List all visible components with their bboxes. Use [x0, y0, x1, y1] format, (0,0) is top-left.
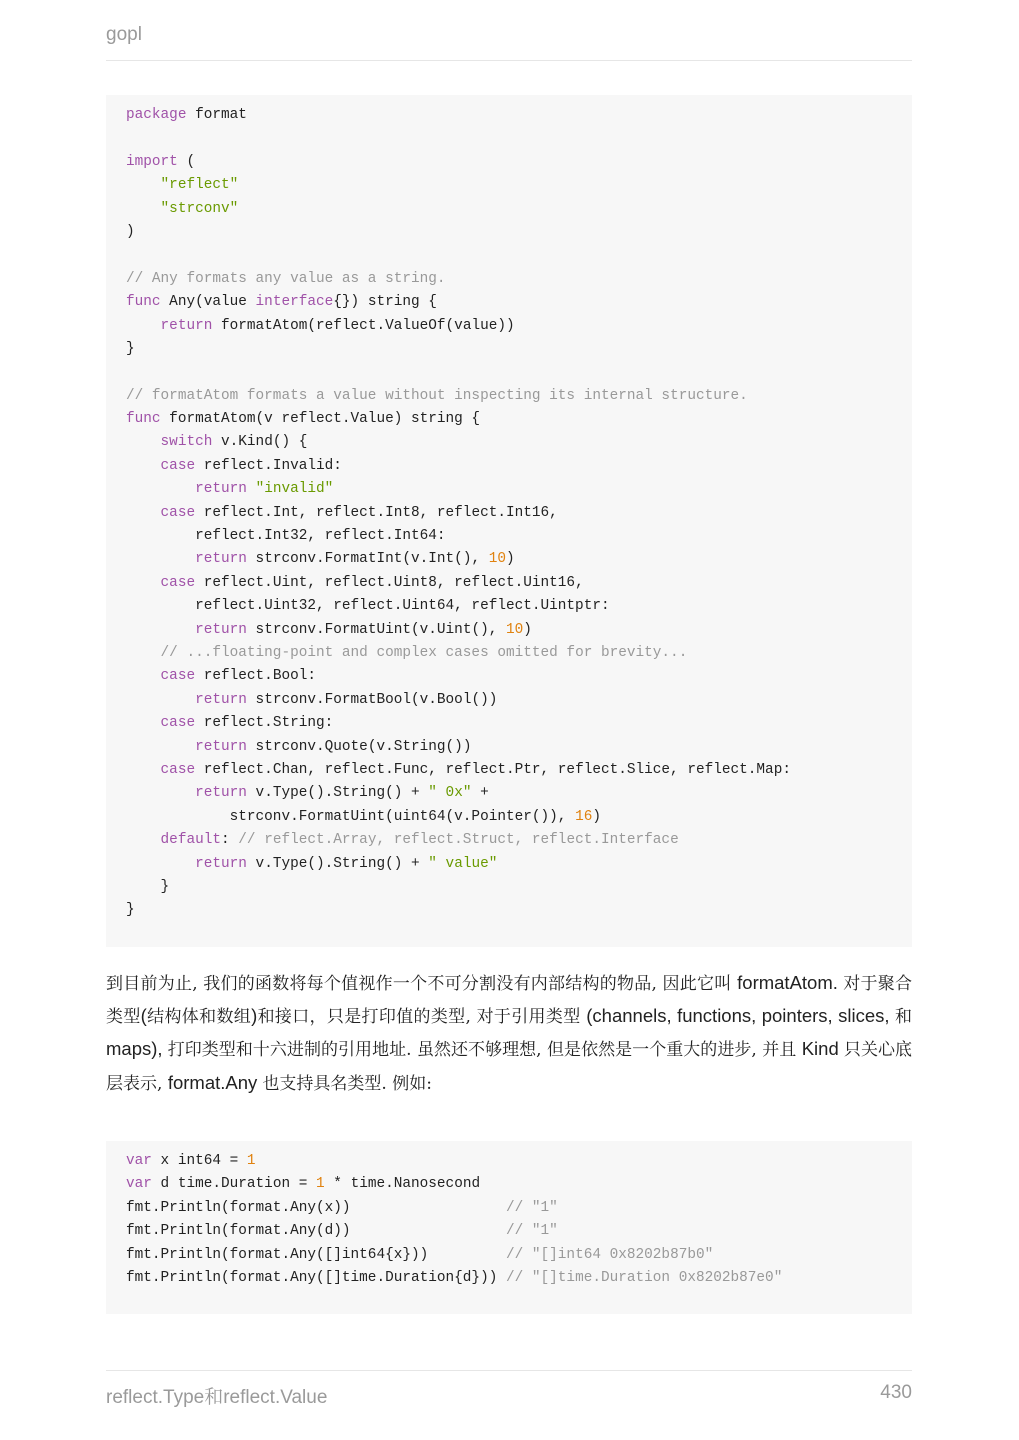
code-line: [126, 712, 892, 735]
code-line: [126, 619, 892, 642]
code-line: [126, 315, 892, 338]
code-token: return: [195, 551, 247, 568]
code-token: [126, 177, 161, 193]
paragraph-run: 到目前为止, 我们的函数将每个值视作一个不可分割没有内部结构的物品, 因此它叫: [106, 974, 738, 994]
code-token: reflect.Int32, reflect.Int64:: [126, 528, 446, 545]
code-token: 10: [488, 551, 507, 568]
code-token: [126, 739, 195, 755]
code-line: [126, 595, 892, 618]
code-token: // "[]time.Duration 0x8202b87e0": [505, 1269, 783, 1286]
code-token: [126, 481, 195, 497]
code-token: {}) string {: [333, 294, 437, 311]
paragraph-run: 和: [895, 1007, 913, 1028]
code-token: // "1": [505, 1199, 558, 1216]
code-line: [126, 1267, 892, 1290]
code-token: :: [221, 832, 239, 849]
code-token: strconv.FormatUint(uint64(v.Pointer()),: [126, 808, 576, 825]
code-token: [126, 785, 195, 801]
code-token: fmt.Println(format.Any([]time.Duration{d})): [126, 1269, 506, 1286]
code-line: [126, 782, 892, 805]
code-token: "invalid": [255, 481, 334, 498]
code-token: " 0x": [428, 785, 472, 802]
code-token: case: [160, 715, 196, 732]
code-token: 10: [506, 621, 524, 638]
code-token: case: [160, 668, 196, 685]
paragraph-run: maps),: [106, 1038, 168, 1060]
code-line: [126, 1173, 892, 1196]
code-token: formatAtom(reflect.ValueOf(value)): [212, 317, 515, 334]
code-token: interface: [255, 294, 334, 311]
code-token: strconv.Quote(v.String()): [246, 738, 472, 755]
code-token: }: [126, 878, 170, 895]
code-line: [126, 689, 892, 712]
paragraph-run: ): [251, 1005, 258, 1027]
code-token: ): [592, 808, 601, 825]
code-token: v.Type().String() +: [246, 785, 429, 802]
code-token: func: [126, 294, 161, 311]
code-line: [126, 408, 892, 431]
code-line: [126, 338, 892, 361]
code-token: ): [506, 551, 515, 568]
code-token: strconv.FormatUint(v.Uint(),: [246, 621, 506, 638]
code-token: // formatAtom formats a value without inspecting its internal structure.: [126, 387, 748, 404]
code-token: [126, 645, 161, 661]
code-line: [126, 291, 892, 314]
code-token: " value": [428, 855, 498, 872]
code-token: [126, 505, 161, 521]
code-token: return: [195, 481, 247, 498]
code-token: case: [160, 574, 196, 591]
code-token: fmt.Println(format.Any(d)): [126, 1223, 506, 1240]
paragraph-run: 也支持具名类型. 例如:: [262, 1073, 432, 1094]
code-line: [126, 736, 892, 759]
code-line: [126, 525, 892, 548]
code-token: case: [160, 457, 196, 474]
code-token: [126, 318, 161, 334]
paragraph-run: (: [140, 1005, 147, 1027]
code-token: 1: [316, 1176, 325, 1193]
paragraph-run: Kind: [801, 1038, 844, 1060]
code-block-example: [106, 1141, 912, 1314]
code-line: [126, 1220, 892, 1243]
code-line: [126, 1244, 892, 1267]
code-line: [126, 665, 892, 688]
code-token: "reflect": [160, 177, 239, 194]
code-line: [126, 1197, 892, 1220]
code-line: [126, 876, 892, 899]
paragraph-run: formatAtom.: [737, 972, 844, 993]
code-token: func: [126, 411, 161, 428]
code-token: strconv.FormatInt(v.Int(),: [246, 551, 489, 568]
code-line: [126, 806, 892, 829]
code-token: return: [195, 785, 247, 802]
code-token: reflect.String:: [195, 715, 334, 732]
code-line: [126, 759, 892, 782]
code-token: fmt.Println(format.Any(x)): [126, 1199, 506, 1216]
code-token: formatAtom(v reflect.Value) string {: [160, 411, 481, 428]
code-token: }: [126, 340, 135, 357]
code-token: return: [195, 738, 247, 755]
code-token: package: [126, 107, 187, 123]
page-number: 430: [880, 1382, 912, 1403]
code-token: [126, 668, 161, 684]
code-line: [126, 431, 892, 454]
code-line: [126, 174, 892, 197]
code-token: reflect.Uint, reflect.Uint8, reflect.Uint16,: [195, 574, 584, 591]
code-token: reflect.Uint32, reflect.Uint64, reflect.Uintptr:: [126, 598, 610, 615]
code-token: return: [195, 855, 247, 872]
code-token: var: [126, 1153, 152, 1169]
code-token: default: [160, 832, 221, 849]
code-token: 16: [575, 808, 593, 825]
code-token: d time.Duration =: [151, 1176, 317, 1193]
code-token: Any(value: [160, 294, 256, 311]
code-line: [126, 385, 892, 408]
code-token: [126, 692, 195, 708]
code-line: [126, 853, 892, 876]
code-token: [126, 458, 161, 474]
code-token: [126, 201, 161, 217]
code-token: [126, 622, 195, 638]
paragraph-run: 打印类型和十六进制的引用地址. 虽然还不够理想, 但是依然是一个重大的进步, 并且: [167, 1040, 802, 1061]
code-token: reflect.Int, reflect.Int8, reflect.Int16,: [195, 504, 558, 521]
code-token: return: [195, 621, 247, 638]
code-line: [126, 829, 892, 852]
code-token: reflect.Invalid:: [195, 457, 342, 474]
code-line: [126, 548, 892, 571]
code-token: // "[]int64 0x8202b87b0": [505, 1246, 714, 1263]
paragraph-run: 只关心底层表示,: [106, 1040, 913, 1094]
code-token: case: [160, 761, 196, 778]
header-divider: [106, 60, 912, 61]
code-token: format: [186, 107, 247, 123]
book-title-header: gopl: [106, 24, 142, 45]
code-line: [126, 104, 892, 127]
code-token: var: [126, 1176, 152, 1193]
code-line: [126, 151, 892, 174]
footer-section-title: reflect.Type和reflect.Value: [106, 1387, 328, 1408]
code-line: [126, 361, 892, 384]
code-token: }: [126, 902, 135, 919]
code-token: return: [160, 317, 213, 334]
code-line: [126, 642, 892, 665]
code-line: [126, 1150, 892, 1173]
code-token: reflect.Bool:: [195, 668, 316, 685]
code-token: v.Kind() {: [212, 434, 308, 451]
code-token: [126, 832, 161, 848]
paragraph-run: 和接口，只是打印值的类型, 对于引用类型: [257, 1007, 587, 1028]
code-token: fmt.Println(format.Any([]int64{x})): [126, 1246, 506, 1263]
code-line: [126, 268, 892, 291]
footer-divider: [106, 1370, 912, 1371]
code-token: * time.Nanosecond: [324, 1176, 481, 1193]
code-token: v.Type().String() +: [246, 855, 429, 872]
code-block-format-atom: [106, 95, 912, 947]
code-token: // "1": [505, 1223, 558, 1240]
code-token: [126, 715, 161, 731]
code-token: // ...floating-point and complex cases omitted for brevity...: [160, 644, 688, 661]
code-token: [126, 762, 161, 778]
code-token: [247, 481, 256, 497]
code-token: ): [126, 223, 135, 240]
code-token: ): [523, 621, 532, 638]
code-line: [126, 572, 892, 595]
code-token: "strconv": [160, 200, 239, 217]
code-token: [126, 856, 195, 872]
code-token: strconv.FormatBool(v.Bool()): [246, 691, 498, 708]
code-line: [126, 127, 892, 150]
code-token: // Any formats any value as a string.: [126, 270, 446, 287]
paragraph-run: (channels, functions, pointers, slices,: [586, 1005, 896, 1027]
code-token: case: [160, 504, 196, 521]
paragraph-run: format.Any: [167, 1071, 263, 1093]
code-line: [126, 198, 892, 221]
code-line: [126, 502, 892, 525]
code-token: import: [126, 153, 178, 170]
code-line: [126, 244, 892, 267]
body-paragraph: [106, 967, 912, 1100]
code-line: [126, 478, 892, 501]
code-token: +: [471, 785, 489, 802]
code-token: // reflect.Array, reflect.Struct, reflect.Interface: [238, 832, 679, 849]
code-token: 1: [246, 1153, 256, 1169]
code-token: switch: [160, 434, 213, 451]
code-token: [126, 434, 161, 450]
code-line: [126, 899, 892, 922]
paragraph-run: 对于聚合类型: [106, 974, 913, 1028]
code-token: reflect.Chan, reflect.Func, reflect.Ptr, reflect.Slice, reflect.Map:: [195, 761, 791, 778]
code-token: [126, 551, 195, 567]
code-line: [126, 455, 892, 478]
code-token: [126, 575, 161, 591]
code-token: (: [177, 153, 196, 170]
code-token: x int64 =: [151, 1153, 247, 1169]
code-line: [126, 221, 892, 244]
code-token: return: [195, 691, 247, 708]
paragraph-run: 结构体和数组: [146, 1007, 252, 1028]
